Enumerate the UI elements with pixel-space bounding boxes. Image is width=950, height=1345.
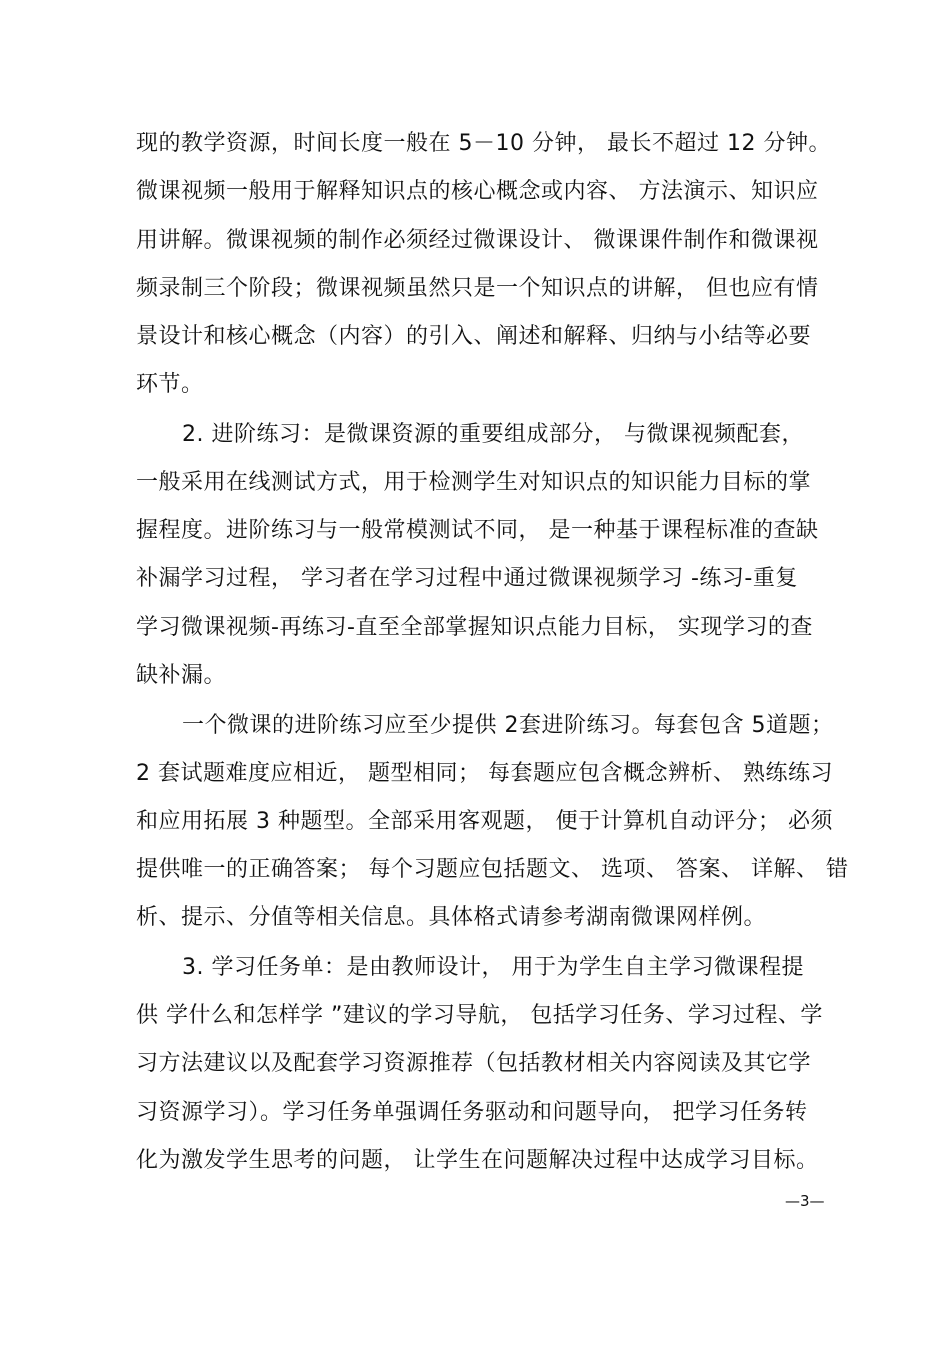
- text-line: 析、提示、分值等相关信息。具体格式请参考湖南微课网样例。: [136, 905, 767, 930]
- text-line: 现的教学资源，时间长度一般在 5－10 分钟， 最长不超过 12 分钟。: [136, 131, 831, 156]
- text-line: 提供唯一的正确答案； 每个习题应包括题文、 选项、 答案、 详解、 错: [136, 857, 849, 882]
- text-line: 微课视频一般用于解释知识点的核心概念或内容、 方法演示、知识应: [136, 179, 819, 204]
- text-line: 2 套试题难度应相近， 题型相同； 每套题应包含概念辨析、 熟练练习: [136, 761, 833, 786]
- paragraph-first-line: 2. 进阶练习：是微课资源的重要组成部分， 与微课视频配套，: [182, 422, 804, 447]
- text-line: 握程度。进阶练习与一般常模测试不同， 是一种基于课程标准的查缺: [136, 518, 819, 543]
- paragraph-first-line: 一个微课的进阶练习应至少提供 2套进阶练习。每套包含 5道题；: [182, 713, 834, 738]
- text-line: 习方法建议以及配套学习资源推荐（包括教材相关内容阅读及其它学: [136, 1051, 812, 1076]
- text-line: 景设计和核心概念（内容）的引入、阐述和解释、归纳与小结等必要: [136, 324, 812, 349]
- text-line: 和应用拓展 3 种题型。全部采用客观题， 便于计算机自动评分； 必须: [136, 809, 833, 834]
- page-number: —3—: [785, 1192, 825, 1210]
- text-line: 补漏学习过程， 学习者在学习过程中通过微课视频学习 -练习-重复: [136, 566, 798, 591]
- text-line: 习资源学习）。学习任务单强调任务驱动和问题导向， 把学习任务转: [136, 1100, 808, 1125]
- text-line: 环节。: [136, 372, 204, 397]
- text-line: 学习微课视频-再练习-直至全部掌握知识点能力目标， 实现学习的查: [136, 615, 813, 640]
- text-line: 频录制三个阶段；微课视频虽然只是一个知识点的讲解， 但也应有情: [136, 276, 819, 301]
- text-line: 化为激发学生思考的问题， 让学生在问题解决过程中达成学习目标。: [136, 1148, 819, 1173]
- text-line: 缺补漏。: [136, 663, 227, 688]
- text-line: 用讲解。微课视频的制作必须经过微课设计、 微课课件制作和微课视: [136, 228, 819, 253]
- text-line: 一般采用在线测试方式，用于检测学生对知识点的知识能力目标的掌: [136, 470, 812, 495]
- text-line: 供 学什么和怎样学 ”建议的学习导航， 包括学习任务、学习过程、学: [136, 1003, 823, 1028]
- paragraph-first-line: 3. 学习任务单：是由教师设计， 用于为学生自主学习微课程提: [182, 955, 804, 980]
